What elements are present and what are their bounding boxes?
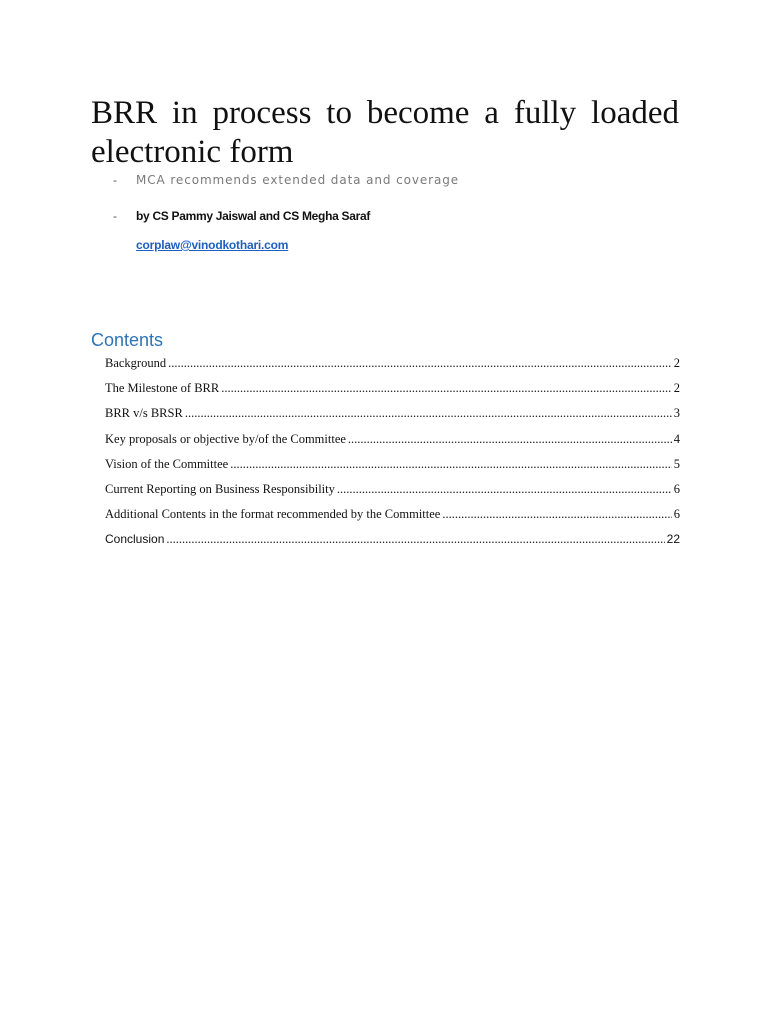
toc-dot-leader (348, 432, 672, 447)
document-title (91, 94, 679, 172)
table-of-contents (105, 356, 680, 558)
toc-entry-label: Key proposals or objective by/of the Committee (105, 431, 346, 446)
toc-dot-leader (168, 356, 672, 371)
toc-entry-label: Additional Contents in the format recommended by the Committee (105, 507, 441, 522)
toc-dot-leader (230, 457, 672, 472)
subtitle-row (113, 173, 459, 187)
title-line-2: electronic form (91, 134, 294, 170)
toc-page-number: 3 (673, 406, 680, 421)
toc-entry-current-reporting[interactable] (105, 482, 680, 507)
toc-page-number: 6 (673, 507, 680, 522)
toc-page-number: 2 (673, 381, 680, 396)
toc-entry-milestone[interactable] (105, 381, 680, 406)
toc-entry-background[interactable] (105, 356, 680, 381)
subtitle: MCA recommends extended data and coverage (136, 173, 460, 187)
toc-page-number: 5 (673, 456, 680, 471)
toc-dot-leader (185, 406, 672, 421)
toc-entry-label: Conclusion (105, 532, 165, 547)
toc-entry-label: Vision of the Committee (105, 456, 229, 471)
toc-entry-conclusion[interactable] (105, 532, 680, 557)
toc-entry-additional-contents[interactable] (105, 507, 680, 532)
email-link[interactable]: corplaw@vinodkothari.com (136, 238, 289, 252)
toc-entry-key-proposals[interactable] (105, 432, 680, 457)
toc-page-number: 22 (666, 532, 680, 547)
toc-entry-vision[interactable] (105, 457, 680, 482)
toc-page-number: 2 (673, 356, 680, 370)
title-line-1: BRR in process to become a fully loaded (91, 95, 679, 131)
toc-entry-label: BRR v/s BRSR (105, 406, 183, 421)
toc-entry-label: Background (105, 356, 167, 370)
toc-page-number: 4 (673, 431, 680, 446)
toc-dot-leader (166, 532, 664, 547)
toc-page-number: 6 (673, 481, 680, 496)
authors-line: by CS Pammy Jaiswal and CS Megha Saraf (136, 209, 371, 223)
subtitle-dash: - (113, 173, 117, 187)
toc-entry-brr-vs-brsr[interactable] (105, 406, 680, 431)
contents-heading: Contents (91, 330, 164, 350)
authors-dash: - (113, 209, 117, 223)
toc-dot-leader (442, 507, 671, 522)
authors-row (113, 209, 370, 223)
toc-dot-leader (337, 482, 672, 497)
toc-entry-label: The Milestone of BRR (105, 381, 220, 396)
toc-dot-leader (221, 381, 672, 396)
toc-entry-label: Current Reporting on Business Responsibility (105, 481, 335, 496)
